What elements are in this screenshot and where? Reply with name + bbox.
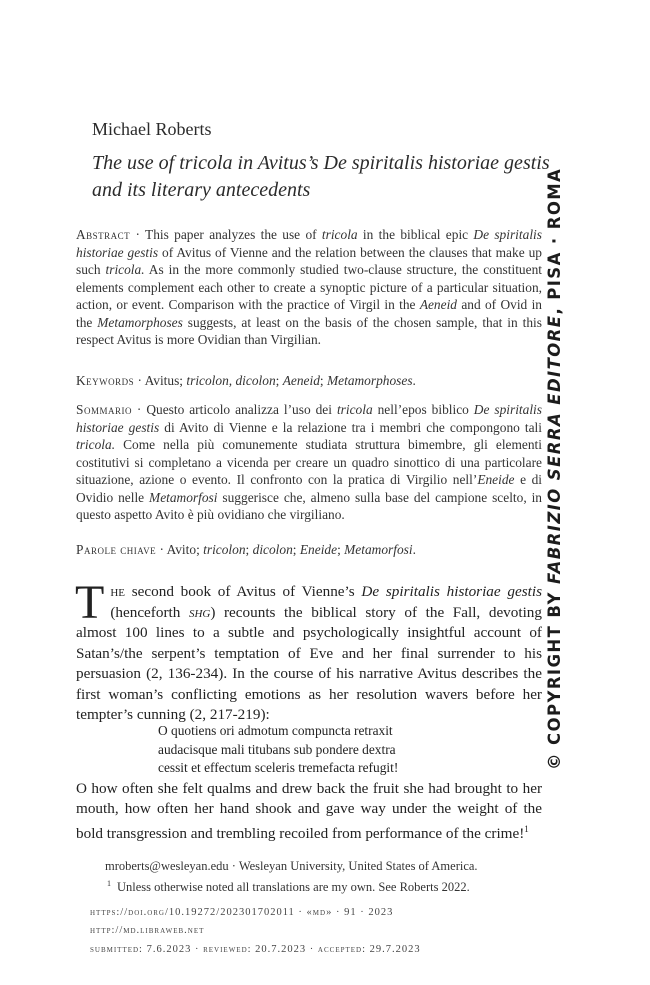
keyword: Eneide bbox=[299, 542, 338, 557]
separator: ; bbox=[337, 542, 345, 557]
sommario-text: di Avito di Vienne e la relazione tra i membri che compongono tali bbox=[159, 419, 542, 435]
drop-cap: T bbox=[75, 576, 105, 629]
separator: · bbox=[131, 402, 147, 417]
abstract-text: As in the more commonly studied two-clause structure, the constituent elements complement each other to create a synoptic picture of a particular situation, action, or event. Comparison with the practice of Virgil in the bbox=[76, 262, 542, 312]
sommario-work-title: Eneide bbox=[477, 472, 515, 487]
sommario-text: Questo articolo analizza l’uso dei bbox=[146, 402, 337, 417]
url-line: http://md.libraweb.net bbox=[90, 925, 205, 936]
keyword: tricolon, dicolon bbox=[186, 373, 276, 388]
abstract-work-title: Aeneid bbox=[419, 297, 457, 312]
body-text: ) recounts the biblical story of the Fall, devoting almost 100 lines to a subtle and psychologically insightful account of Satan’s/the serpent’s temptation of Eve and her final surrender to his persuasion (2, 136-234). In the course of his narrative Avitus describes the first woman’s conflicting emotions as her resolution wavers before her tempter’s cunning (2, 217-219): bbox=[76, 603, 542, 723]
separator: . bbox=[412, 373, 416, 388]
separator: ; bbox=[275, 373, 283, 388]
abstract-text: and of Ovid in the bbox=[76, 297, 543, 330]
keyword: tricolon bbox=[203, 542, 246, 557]
sommario-work-title: Metamorfosi bbox=[149, 489, 218, 505]
keywords-label: Keywords bbox=[76, 373, 135, 388]
abstract-text: suggests, at least on the basis of the chosen sample, that in this respect Avitus is more Ovidian than Virgilian. bbox=[76, 314, 542, 347]
parole-chiave bbox=[76, 541, 542, 559]
abstract-term: tricola. bbox=[105, 262, 145, 277]
keyword: Avitus; bbox=[144, 373, 187, 388]
abstract-term: tricola bbox=[321, 227, 358, 242]
separator: . bbox=[412, 542, 416, 557]
dates-line: submitted: 7.6.2023 · reviewed: 20.7.2023 · accepted: 29.7.2023 bbox=[90, 944, 421, 955]
title-line-2: and its literary antecedents bbox=[92, 179, 311, 201]
footnote bbox=[107, 879, 470, 895]
abstract-work-title: De spiritalis historiae gestis bbox=[76, 227, 542, 260]
verse-quotation bbox=[158, 722, 398, 778]
abstract-text: of Avitus of Vienne and the relation between the clauses that make up such bbox=[76, 244, 542, 277]
translation-paragraph bbox=[76, 779, 542, 844]
verse-line: cessit et effectum sceleris tremefacta refugit! bbox=[158, 760, 399, 775]
sommario bbox=[76, 401, 542, 524]
body-text: second book of Avitus of Vienne’s bbox=[125, 583, 362, 600]
sommario-work-title: De spiritalis historiae gestis bbox=[76, 402, 542, 435]
abstract-text: This paper analyzes the use of bbox=[145, 227, 322, 242]
separator: ; bbox=[319, 373, 327, 388]
article-title bbox=[92, 150, 552, 204]
copyright-publisher: FABRIZIO SERRA EDITORE bbox=[545, 314, 564, 585]
separator: · bbox=[156, 542, 167, 557]
separator: · bbox=[130, 227, 146, 242]
abstract bbox=[76, 226, 542, 349]
body-abbreviation: shg bbox=[188, 603, 211, 621]
keyword: dicolon bbox=[252, 542, 293, 557]
sommario-text: nell’epos biblico bbox=[372, 402, 474, 417]
body-text: (henceforth bbox=[110, 603, 189, 621]
footnote-text: Unless otherwise noted all translations are my own. See Roberts 2022. bbox=[117, 880, 470, 895]
body-paragraph bbox=[75, 576, 542, 726]
keyword: Metamorfosi bbox=[344, 542, 413, 557]
footnote-marker: 1 bbox=[524, 824, 529, 834]
body-text: he bbox=[110, 583, 125, 600]
abstract-work-title: Metamorphoses bbox=[97, 314, 183, 330]
author-name: Michael Roberts bbox=[92, 119, 212, 139]
doi-line: https://doi.org/10.19272/202301702011 · «md» · 91 · 2023 bbox=[90, 907, 394, 918]
keyword: Metamorphoses bbox=[327, 373, 413, 388]
author-affiliation: mroberts@wesleyan.edu · Wesleyan University, United States of America. bbox=[105, 859, 478, 873]
body-work-title: De spiritalis historiae gestis bbox=[361, 583, 542, 600]
sommario-text: suggerisce che, almeno sulla base del campione scelto, in questo aspetto Avito è più ovidiano che virgiliano. bbox=[76, 489, 543, 522]
abstract-text: in the biblical epic bbox=[357, 227, 474, 242]
translation-text: O how often she felt qualms and drew back the fruit she had brought to her mouth, how often her hand shook and gave way under the weight of the bold transgression and trembling recoiled from performance of the crime! bbox=[76, 780, 542, 843]
copyright-text: , PISA · ROMA bbox=[545, 167, 564, 315]
sommario-text: Come nella più comunemente studiata struttura bimembre, gli elementi costitutivi si completano a vicenda per creare un quadro sinottico di una particolare situazione, azione o evento. Il confronto con la pratica di Virgilio nell’ bbox=[76, 437, 542, 487]
keyword: Aeneid bbox=[282, 373, 320, 388]
keywords bbox=[76, 372, 542, 390]
copyright-text: © COPYRIGHT BY bbox=[545, 584, 564, 770]
title-line-1: The use of tricola in Avitus’s De spiritalis historiae gestis bbox=[92, 152, 550, 174]
sommario-term: tricola bbox=[336, 402, 373, 417]
verse-line: O quotiens ori admotum compuncta retraxit bbox=[158, 723, 393, 738]
footnote-number: 1 bbox=[107, 879, 111, 888]
sommario-text: e di Ovidio nelle bbox=[76, 472, 542, 505]
separator: ; bbox=[292, 542, 300, 557]
verse-line: audacisque mali titubans sub pondere dextra bbox=[158, 741, 396, 757]
abstract-label: Abstract bbox=[76, 227, 131, 242]
parole-label: Parole chiave bbox=[76, 542, 157, 557]
sommario-term: tricola. bbox=[76, 437, 116, 452]
keyword: Avito; bbox=[166, 542, 204, 557]
separator: · bbox=[134, 373, 145, 388]
separator: ; bbox=[245, 542, 253, 557]
copyright-notice bbox=[540, 167, 570, 770]
sommario-label: Sommario bbox=[76, 402, 132, 417]
